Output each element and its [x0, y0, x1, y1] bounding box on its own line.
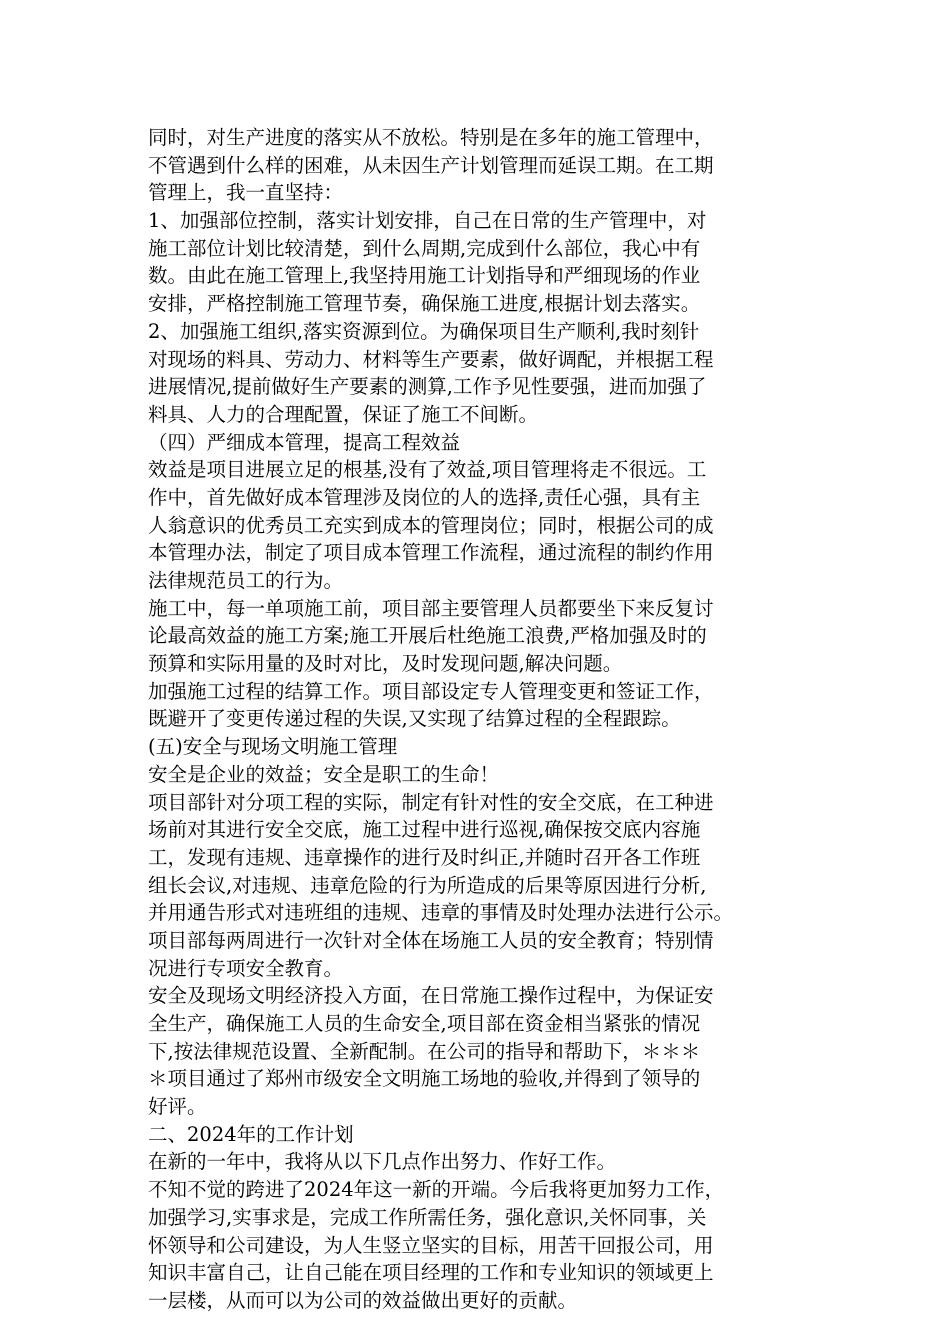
text-line: 效益是项目进展立足的根基,没有了效益,项目管理将走不很远。工 [148, 458, 707, 482]
text-line: 场前对其进行安全交底，施工过程中进行巡视,确保按交底内容施 [148, 818, 701, 842]
text-line: 同时，对生产进度的落实从不放松。特别是在多年的施工管理中， [148, 126, 714, 149]
text-line: 在新的一年中，我将从以下几点作出努力、作好工作。 [148, 1150, 617, 1174]
text-line: 全生产，确保施工人员的生命安全,项目部在资金相当紧张的情况 [148, 1012, 701, 1035]
text-line: 项目部每两周进行一次针对全体在场施工人员的安全教育；特别情 [148, 928, 714, 952]
text-line: 安全是企业的效益；安全是职工的生命！ [148, 762, 500, 786]
text-line: 进展情况,提前做好生产要素的测算,工作予见性要强，进而加强了 [148, 375, 707, 399]
text-line: （四）严细成本管理，提高工程效益 [148, 430, 461, 454]
text-line: 组长会议,对违规、违章危险的行为所造成的后果等原因进行分析, [148, 873, 707, 897]
text-line: 对现场的料具、劳动力、材料等生产要素，做好调配，并根据工程 [148, 347, 714, 371]
text-line: 加强学习,实事求是，完成工作所需任务，强化意识,关怀同事，关 [148, 1205, 707, 1229]
text-line: 不知不觉的跨进了2024年这一新的开端。今后我将更加努力工作， [148, 1178, 725, 1202]
text-line: 料具、人力的合理配置，保证了施工不间断。 [148, 402, 539, 426]
text-line: 1、加强部位控制，落实计划安排，自己在日常的生产管理中，对 [148, 209, 707, 233]
text-line: 管理上，我一直坚持： [148, 181, 344, 205]
text-line: 论最高效益的施工方案;施工开展后杜绝施工浪费,严格加强及时的 [148, 624, 707, 648]
text-line: 下,按法律规范设置、全新配制。在公司的指导和帮助下，＊＊＊ [148, 1039, 701, 1063]
text-line: 数。由此在施工管理上,我坚持用施工计划指导和严细现场的作业 [148, 264, 701, 288]
text-line: 加强施工过程的结算工作。项目部设定专人管理变更和签证工作， [148, 679, 714, 703]
text-line: 二、2024年的工作计划 [148, 1122, 354, 1146]
text-line: 施工部位计划比较清楚，到什么周期,完成到什么部位，我心中有 [148, 236, 701, 260]
text-line: 不管遇到什么样的困难，从未因生产计划管理而延误工期。在工期 [148, 153, 714, 177]
text-line: 知识丰富自己，让自己能在项目经理的工作和专业知识的领域更上 [148, 1261, 714, 1285]
text-line: 人翁意识的优秀员工充实到成本的管理岗位；同时，根据公司的成 [148, 513, 714, 537]
text-line: 一层楼，从而可以为公司的效益做出更好的贡献。 [148, 1288, 578, 1312]
text-line: (五)安全与现场文明施工管理 [148, 735, 398, 759]
text-line: 2、加强施工组织,落实资源到位。为确保项目生产顺利,我时刻针 [148, 319, 700, 343]
text-line: 安排，严格控制施工管理节奏，确保施工进度,根据计划去落实。 [148, 292, 701, 316]
text-line: 本管理办法，制定了项目成本管理工作流程，通过流程的制约作用 [148, 541, 714, 565]
text-line: 怀领导和公司建设，为人生竖立坚实的目标，用苦干回报公司，用 [148, 1233, 714, 1257]
text-line: 工，发现有违规、违章操作的进行及时纠正,并随时召开各工作班 [148, 845, 701, 869]
text-line: 既避开了变更传递过程的失误,又实现了结算过程的全程跟踪。 [148, 707, 681, 731]
document-page [148, 124, 808, 1315]
text-line: ＊项目通过了郑州市级安全文明施工场地的验收,并得到了领导的 [148, 1067, 701, 1091]
text-line: 法律规范员工的行为。 [148, 569, 344, 592]
text-line: 并用通告形式对违班组的违规、违章的事情及时处理办法进行公示。 [148, 901, 734, 925]
text-line: 施工中，每一单项施工前，项目部主要管理人员都要坐下来反复讨 [148, 596, 714, 620]
text-line: 作中，首先做好成本管理涉及岗位的人的选择,责任心强，具有主 [148, 485, 701, 509]
text-line: 预算和实际用量的及时对比，及时发现问题,解决问题。 [148, 652, 623, 676]
text-line: 好评。 [148, 1095, 207, 1119]
text-line: 项目部针对分项工程的实际，制定有针对性的安全交底，在工种进 [148, 790, 714, 814]
text-line: 况进行专项安全教育。 [148, 956, 344, 980]
text-line: 安全及现场文明经济投入方面，在日常施工操作过程中，为保证安 [148, 984, 714, 1008]
